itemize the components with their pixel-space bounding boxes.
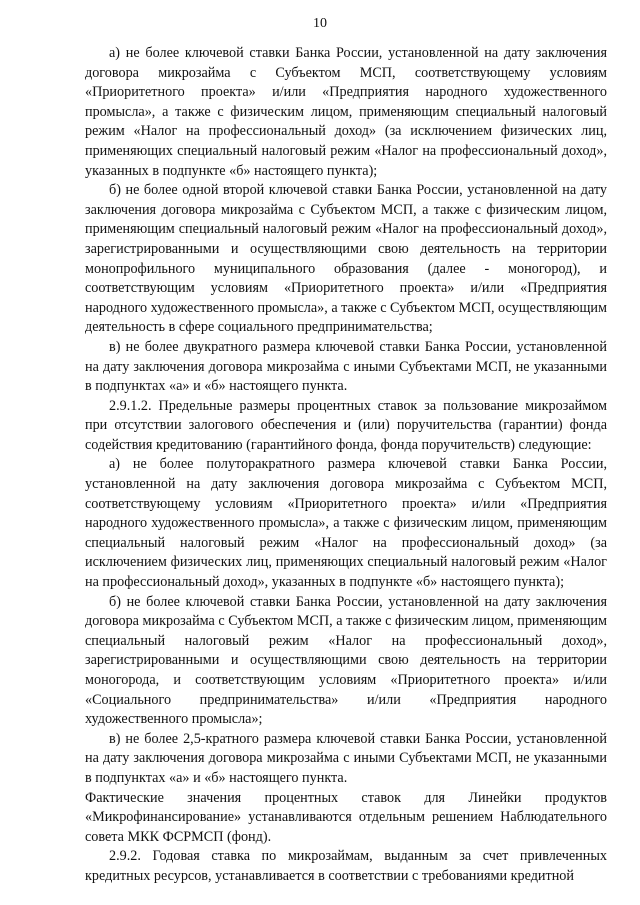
paragraph-a-first-list: а) не более ключевой ставки Банка России, установленной на дату заключения договора микрозайма с Субъектом МСП, соответствующему условиям «Приоритетного проекта» и/или «Предприятия народного художественного промысла», а также с физическим лицом, применяющим специальный налоговый режим «Налог на профессиональный доход» (за исключением физических лиц, применяющих специальный налоговый режим «Налог на профессиональный доход», указанных в подпункте «б» настоящего пункта); [85, 45, 607, 179]
paragraph-b-second-list: б) не более ключевой ставки Банка России, установленной на дату заключения договора микрозайма с Субъектом МСП, а также с физическим лицом, применяющим специальный налоговый режим «Налог на профессиональный доход», зарегистрированными и осуществляющими свою деятельность на территории моногорода, и соответствующим условиям «Приоритетного проекта» и/или «Социального предпринимательства» и/или «Предприятия народного художественного промысла»; [85, 593, 607, 728]
paragraph-b-first-list: б) не более одной второй ключевой ставки Банка России, установленной на дату заключения договора микрозайма с Субъектом МСП, а также с физическим лицом, применяющим специальный налоговый режим «Налог на профессиональный доход», зарегистрированными и осуществляющими свою деятельность на территории монопрофильного муниципального образования (далее - моногород), и соответствующим условиям «Приоритетного проекта» и/или «Предприятия народного художественного промысла», а также с Субъектом МСП, осуществляющим деятельность в сфере социального предпринимательства; [85, 182, 607, 336]
paragraph-clause-2-9-1-2: 2.9.1.2. Предельные размеры процентных ставок за пользование микрозаймом при отсутствии залогового обеспечения и (или) поручительства (гарантии) фонда содействия кредитованию (гарантийного фонда, фонда поручительств) следующие: [85, 397, 607, 453]
document-body [85, 44, 607, 887]
paragraph-a-second-list: а) не более полуторакратного размера ключевой ставки Банка России, установленной на дату заключения договора микрозайма с Субъектом МСП, соответствующему условиям «Приоритетного проекта» и/или «Предприятия народного художественного промысла», а также с физическим лицом, применяющим специальный налоговый режим «Налог на профессиональный доход» (за исключением физических лиц, применяющих специальный налоговый режим «Налог на профессиональный доход», указанных в подпункте «б» настоящего пункта); [85, 456, 607, 591]
paragraph-actual-rates: Фактические значения процентных ставок для Линейки продуктов «Микрофинансирование» устанавливаются отдельным решением Наблюдательного совета МКК ФСРМСП (фонд). [85, 789, 607, 845]
paragraph-clause-2-9-2: 2.9.2. Годовая ставка по микрозаймам, выданным за счет привлеченных кредитных ресурсов, устанавливается в соответствии с требованиями кредитной [85, 848, 607, 884]
paragraph-v-first-list: в) не более двукратного размера ключевой ставки Банка России, установленной на дату заключения договора микрозайма с иными Субъектами МСП, не указанными в подпунктах «а» и «б» настоящего пункта. [85, 338, 607, 395]
page-number: 10 [313, 16, 327, 31]
paragraph-v-second-list: в) не более 2,5-кратного размера ключевой ставки Банка России, установленной на дату заключения договора микрозайма с иными Субъектами МСП, не указанными в подпунктах «а» и «б» настоящего пункта. [85, 730, 607, 786]
